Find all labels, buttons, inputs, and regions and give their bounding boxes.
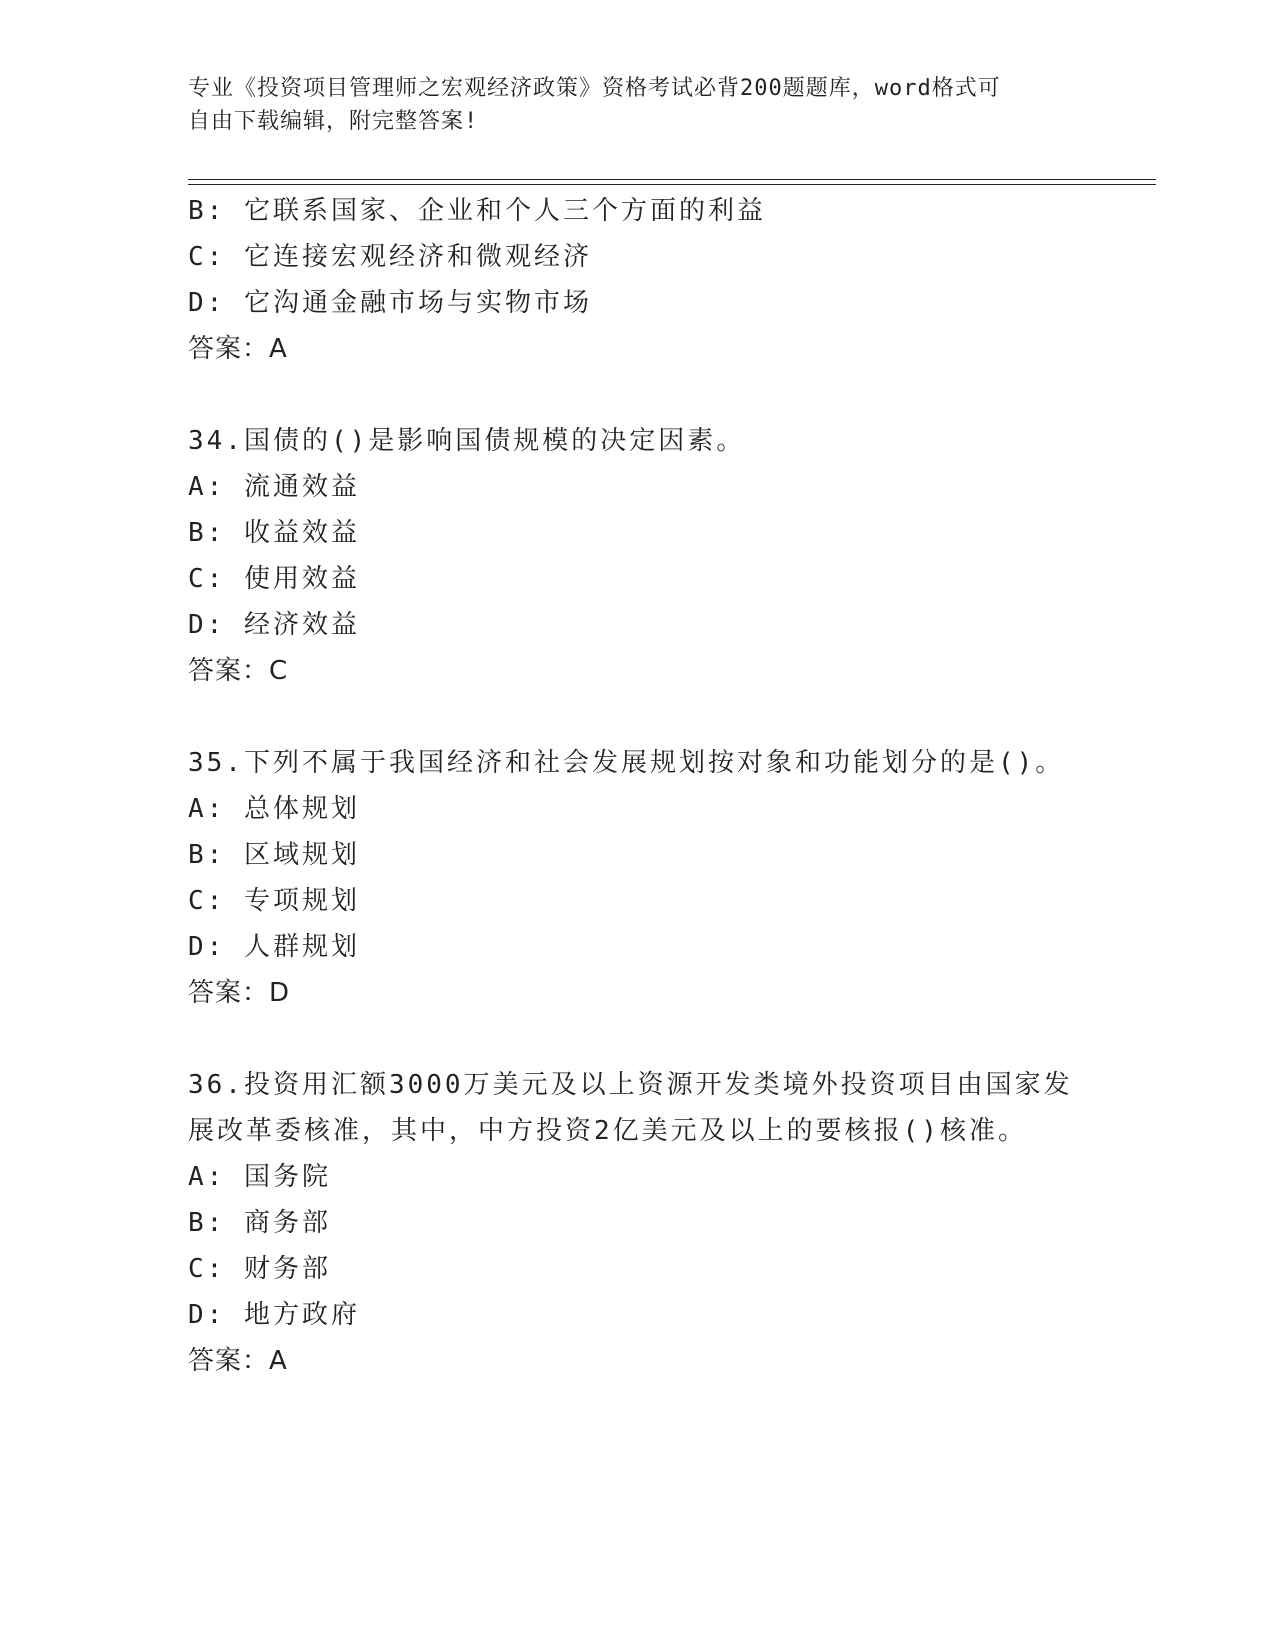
option-a: A: 流通效益 [188,472,360,502]
option-d: D: 人群规划 [188,932,360,962]
option-b: B: 区域规划 [188,840,360,870]
spacer [188,694,1148,740]
option-c: C: 专项规划 [188,886,360,916]
option-d: D: 它沟通金融市场与实物市场 [188,288,592,318]
option-d: D: 经济效益 [188,610,360,640]
question-list [188,188,1148,1384]
question-33-continued [188,188,1148,372]
document-header [188,72,1068,138]
question-stem: 34.国债的()是影响国债规模的决定因素。 [188,426,746,456]
question-34 [188,418,1148,694]
option-c: C: 使用效益 [188,564,360,594]
answer-label: 答案：D [188,978,291,1008]
option-b: B: 它联系国家、企业和个人三个方面的利益 [188,196,766,226]
option-a: A: 总体规划 [188,794,360,824]
option-c: C: 财务部 [188,1254,331,1284]
option-c: C: 它连接宏观经济和微观经济 [188,242,592,272]
question-35 [188,740,1148,1016]
spacer [188,372,1148,418]
answer-label: 答案：A [188,1346,288,1376]
header-line-1: 专业《投资项目管理师之宏观经济政策》资格考试必背200题题库，word格式可 [188,76,1001,101]
answer-label: 答案：A [188,334,288,364]
header-divider-top [188,179,1156,180]
question-stem-line-2: 展改革委核准，其中，中方投资2亿美元及以上的要核报()核准。 [188,1116,1027,1146]
option-a: A: 国务院 [188,1162,331,1192]
question-stem-line-1: 36.投资用汇额3000万美元及以上资源开发类境外投资项目由国家发 [188,1070,1073,1100]
header-divider-bottom [188,184,1156,185]
option-b: B: 收益效益 [188,518,360,548]
option-b: B: 商务部 [188,1208,331,1238]
spacer [188,1016,1148,1062]
question-stem: 35.下列不属于我国经济和社会发展规划按对象和功能划分的是()。 [188,748,1065,778]
option-d: D: 地方政府 [188,1300,360,1330]
answer-label: 答案：C [188,656,289,686]
header-line-2: 自由下载编辑，附完整答案! [188,109,479,134]
question-36 [188,1062,1148,1384]
